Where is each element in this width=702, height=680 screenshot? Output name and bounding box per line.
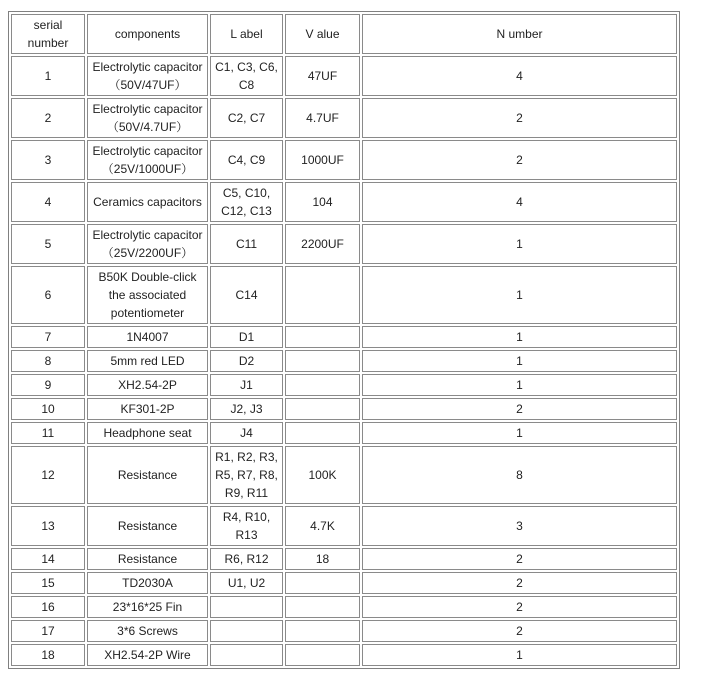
table-row — [11, 548, 677, 570]
cell-value — [285, 266, 360, 324]
cell-label: R6, R12 — [210, 548, 283, 570]
cell-component: KF301-2P — [87, 398, 208, 420]
cell-value: 1000UF — [285, 140, 360, 180]
cell-value: 18 — [285, 548, 360, 570]
cell-label: J2, J3 — [210, 398, 283, 420]
cell-serial: 6 — [11, 266, 85, 324]
table-row — [11, 140, 677, 180]
cell-serial: 11 — [11, 422, 85, 444]
cell-number: 1 — [362, 266, 677, 324]
cell-value: 4.7UF — [285, 98, 360, 138]
cell-component: 23*16*25 Fin — [87, 596, 208, 618]
cell-component: Headphone seat — [87, 422, 208, 444]
cell-value — [285, 572, 360, 594]
cell-value — [285, 350, 360, 372]
cell-serial: 8 — [11, 350, 85, 372]
table-row — [11, 572, 677, 594]
cell-label — [210, 596, 283, 618]
table-row — [11, 350, 677, 372]
cell-number: 2 — [362, 140, 677, 180]
cell-label: C5, C10, C12, C13 — [210, 182, 283, 222]
cell-component: Electrolytic capacitor （50V/4.7UF） — [87, 98, 208, 138]
cell-serial: 13 — [11, 506, 85, 546]
table-row — [11, 446, 677, 504]
cell-serial: 10 — [11, 398, 85, 420]
cell-value: 104 — [285, 182, 360, 222]
cell-serial: 14 — [11, 548, 85, 570]
cell-serial: 3 — [11, 140, 85, 180]
cell-number: 1 — [362, 422, 677, 444]
cell-component: Resistance — [87, 548, 208, 570]
cell-value — [285, 644, 360, 666]
cell-component: Electrolytic capacitor （25V/1000UF） — [87, 140, 208, 180]
cell-label: R4, R10, R13 — [210, 506, 283, 546]
cell-component: XH2.54-2P — [87, 374, 208, 396]
cell-label — [210, 620, 283, 642]
cell-label: C14 — [210, 266, 283, 324]
bom-table-wrapper — [8, 11, 680, 669]
cell-number: 2 — [362, 596, 677, 618]
cell-value: 100K — [285, 446, 360, 504]
cell-number: 1 — [362, 350, 677, 372]
cell-serial: 7 — [11, 326, 85, 348]
cell-serial: 9 — [11, 374, 85, 396]
cell-component: 5mm red LED — [87, 350, 208, 372]
cell-component: XH2.54-2P Wire — [87, 644, 208, 666]
table-row — [11, 422, 677, 444]
cell-component: B50K Double-click the associated potentiometer — [87, 266, 208, 324]
table-row — [11, 374, 677, 396]
table-row — [11, 224, 677, 264]
header-components: components — [87, 14, 208, 54]
header-label: L abel — [210, 14, 283, 54]
table-row — [11, 398, 677, 420]
cell-component: Resistance — [87, 506, 208, 546]
cell-value: 4.7K — [285, 506, 360, 546]
cell-value — [285, 422, 360, 444]
cell-serial: 2 — [11, 98, 85, 138]
cell-label: C11 — [210, 224, 283, 264]
cell-component: Electrolytic capacitor （50V/47UF） — [87, 56, 208, 96]
cell-number: 8 — [362, 446, 677, 504]
cell-serial: 16 — [11, 596, 85, 618]
cell-component: Electrolytic capacitor （25V/2200UF） — [87, 224, 208, 264]
cell-label: D2 — [210, 350, 283, 372]
cell-number: 1 — [362, 644, 677, 666]
cell-number: 2 — [362, 620, 677, 642]
cell-serial: 1 — [11, 56, 85, 96]
cell-serial: 18 — [11, 644, 85, 666]
cell-number: 2 — [362, 548, 677, 570]
table-row — [11, 596, 677, 618]
cell-number: 3 — [362, 506, 677, 546]
table-row — [11, 506, 677, 546]
cell-number: 2 — [362, 398, 677, 420]
cell-value — [285, 374, 360, 396]
cell-label: J4 — [210, 422, 283, 444]
cell-component: TD2030A — [87, 572, 208, 594]
cell-value — [285, 596, 360, 618]
cell-value — [285, 326, 360, 348]
cell-serial: 15 — [11, 572, 85, 594]
cell-number: 1 — [362, 374, 677, 396]
cell-component: 1N4007 — [87, 326, 208, 348]
header-row — [11, 14, 677, 54]
cell-number: 2 — [362, 98, 677, 138]
bom-table — [8, 11, 680, 669]
cell-number: 1 — [362, 326, 677, 348]
cell-serial: 5 — [11, 224, 85, 264]
cell-component: Resistance — [87, 446, 208, 504]
cell-label: J1 — [210, 374, 283, 396]
cell-label — [210, 644, 283, 666]
header-serial: serial number — [11, 14, 85, 54]
table-row — [11, 620, 677, 642]
cell-component: 3*6 Screws — [87, 620, 208, 642]
cell-label: R1, R2, R3, R5, R7, R8, R9, R11 — [210, 446, 283, 504]
cell-number: 1 — [362, 224, 677, 264]
bom-body — [11, 56, 677, 666]
table-row — [11, 98, 677, 138]
header-number: N umber — [362, 14, 677, 54]
cell-label: C2, C7 — [210, 98, 283, 138]
table-row — [11, 266, 677, 324]
cell-label: D1 — [210, 326, 283, 348]
cell-component: Ceramics capacitors — [87, 182, 208, 222]
cell-number: 4 — [362, 56, 677, 96]
table-row — [11, 56, 677, 96]
table-row — [11, 644, 677, 666]
cell-serial: 4 — [11, 182, 85, 222]
cell-number: 2 — [362, 572, 677, 594]
cell-label: U1, U2 — [210, 572, 283, 594]
cell-value — [285, 620, 360, 642]
cell-label: C4, C9 — [210, 140, 283, 180]
cell-label: C1, C3, C6, C8 — [210, 56, 283, 96]
cell-value: 2200UF — [285, 224, 360, 264]
cell-value: 47UF — [285, 56, 360, 96]
cell-number: 4 — [362, 182, 677, 222]
cell-serial: 17 — [11, 620, 85, 642]
cell-serial: 12 — [11, 446, 85, 504]
table-row — [11, 182, 677, 222]
table-row — [11, 326, 677, 348]
cell-value — [285, 398, 360, 420]
header-value: V alue — [285, 14, 360, 54]
